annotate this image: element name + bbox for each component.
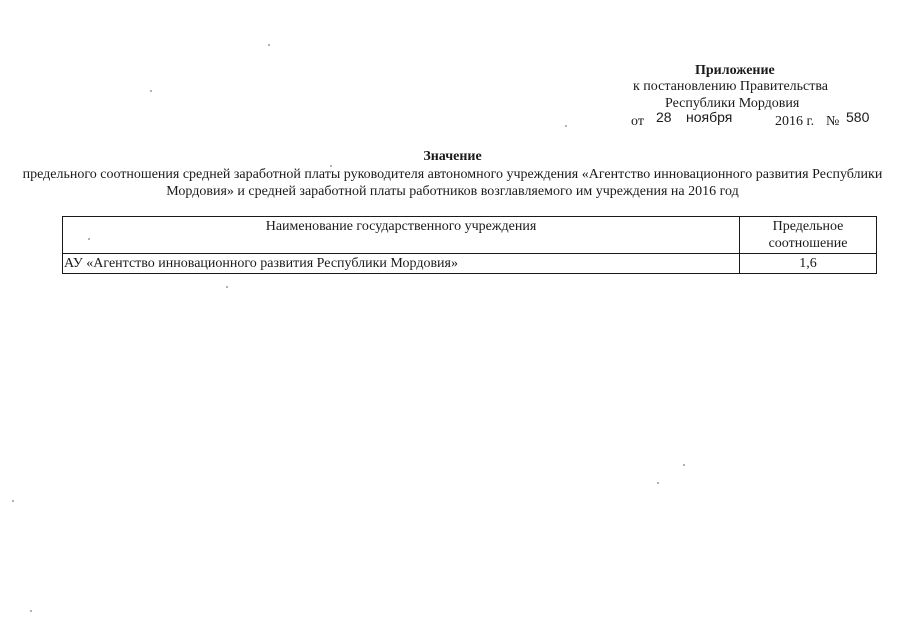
institution-name-cell: АУ «Агентство инновационного развития Республики Мордовия» xyxy=(63,254,740,274)
document-number: 580 xyxy=(846,109,870,125)
appendix-date-row xyxy=(631,109,891,131)
header-institution-name: Наименование государственного учреждения xyxy=(63,217,740,254)
scan-speck xyxy=(12,500,14,502)
number-sign: № xyxy=(826,114,840,129)
document-heading xyxy=(0,148,905,200)
scan-speck xyxy=(330,165,332,167)
heading-title: Значение xyxy=(423,149,482,164)
scan-speck xyxy=(565,125,567,127)
limit-ratio-cell: 1,6 xyxy=(740,254,877,274)
appendix-title: Приложение xyxy=(695,63,775,78)
date-prefix: от xyxy=(631,114,644,129)
scan-speck xyxy=(657,482,659,484)
heading-description: предельного соотношения средней заработной платы руководителя автономного учреждения «Агентство инновационного развития Республики Мордовия» и средней заработной платы работников возглавляемого им учреждения на 2016 год xyxy=(22,167,883,199)
scan-speck xyxy=(226,286,228,288)
appendix-line-1: к постановлению Правительства xyxy=(633,79,829,94)
date-day: 28 xyxy=(656,109,672,125)
scan-speck xyxy=(30,610,32,612)
scan-speck xyxy=(268,44,270,46)
scan-speck xyxy=(683,464,685,466)
ratio-table xyxy=(62,216,877,274)
scan-speck xyxy=(150,90,152,92)
table-header-row xyxy=(63,217,877,254)
header-limit-ratio: Предельное соотношение xyxy=(740,217,877,254)
scan-speck xyxy=(88,238,90,240)
date-month: ноября xyxy=(686,109,733,125)
date-year: 2016 г. xyxy=(775,114,815,129)
table-row xyxy=(63,254,877,274)
appendix-line-2: Республики Мордовия xyxy=(665,96,800,111)
